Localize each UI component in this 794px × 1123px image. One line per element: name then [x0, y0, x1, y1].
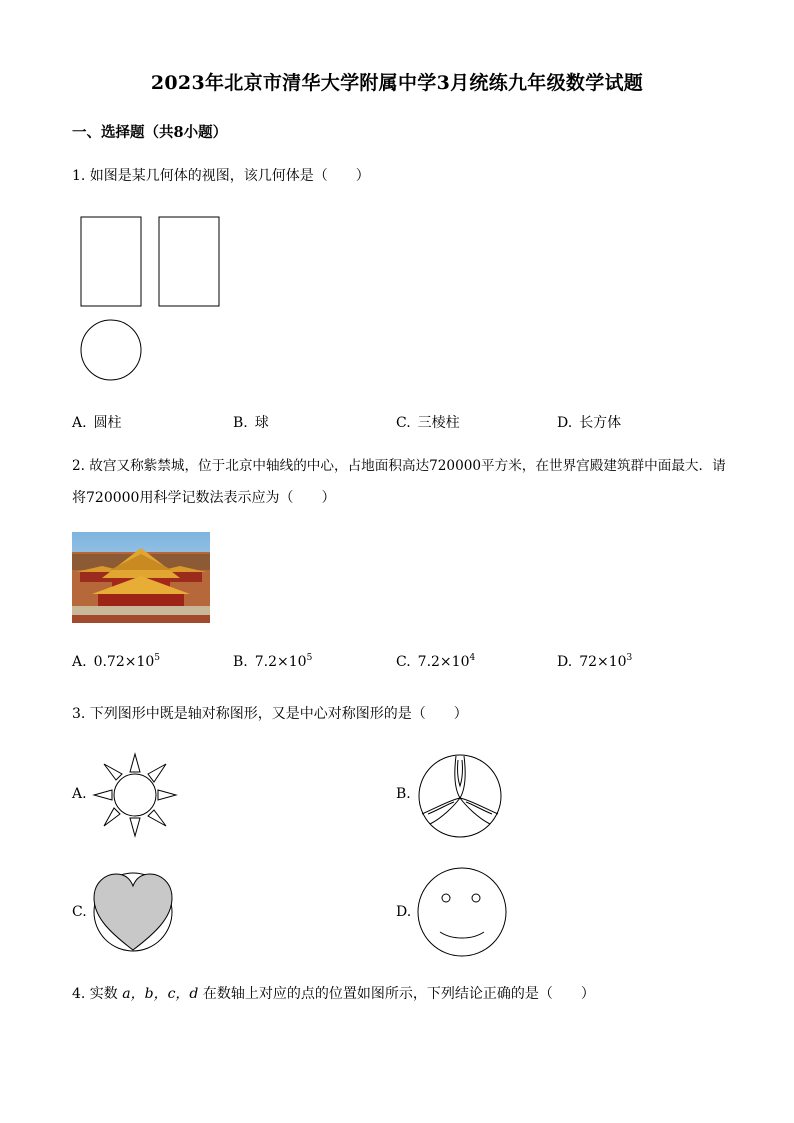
side-view-rect [159, 217, 219, 306]
forbidden-city-photo [72, 532, 210, 623]
q1-option-c[interactable]: C. 三棱柱 [396, 415, 460, 431]
question-4-variables: a，b，c，d [122, 986, 199, 1002]
front-view-rect [81, 217, 141, 306]
q3-option-b-label[interactable]: B. [396, 786, 411, 802]
page-title: 2023年北京市清华大学附属中学3月统练九年级数学试题 [150, 72, 644, 94]
heart-in-circle-figure [92, 868, 174, 954]
q3-option-a-label[interactable]: A. [72, 786, 87, 802]
q1-option-d[interactable]: D. 长方体 [557, 415, 622, 431]
q1-option-b[interactable]: B. 球 [233, 415, 269, 431]
section-heading: 一、选择题（共8小题） [72, 124, 228, 141]
q3-option-c-label[interactable]: C. [72, 904, 87, 920]
q2-option-c[interactable]: C. $7.2\times 10^4$ [396, 653, 476, 670]
smiley-face-figure [416, 866, 508, 958]
q2-option-a[interactable]: A. $0.72\times 10^5$ [72, 653, 161, 670]
question-1-stem: 1. 如图是某几何体的视图，该几何体是（ ） [72, 168, 370, 184]
question-2-line-2: 将720000用科学记数法表示应为（ ） [72, 490, 336, 506]
q3-option-d-label[interactable]: D. [396, 904, 412, 920]
propeller-circle-figure [416, 752, 504, 840]
question-3-stem: 3. 下列图形中既是轴对称图形，又是中心对称图形的是（ ） [72, 706, 468, 722]
sun-figure [92, 752, 178, 838]
q1-option-a[interactable]: A. 圆柱 [72, 415, 122, 431]
three-view-figure [78, 214, 224, 384]
question-2-line-1: 2. 故宫又称紫禁城，位于北京中轴线的中心，占地面积高达720000平方米，在世界宫殿建筑群中面最大．请 [72, 458, 726, 474]
question-4-stem: 4. 实数 a，b，c，d 在数轴上对应的点的位置如图所示，下列结论正确的是（ ） [72, 986, 595, 1002]
top-view-circle [81, 320, 141, 380]
q2-option-b[interactable]: B. $7.2\times 10^5$ [233, 653, 313, 670]
q2-option-d[interactable]: D. $72\times 10^3$ [557, 653, 633, 670]
